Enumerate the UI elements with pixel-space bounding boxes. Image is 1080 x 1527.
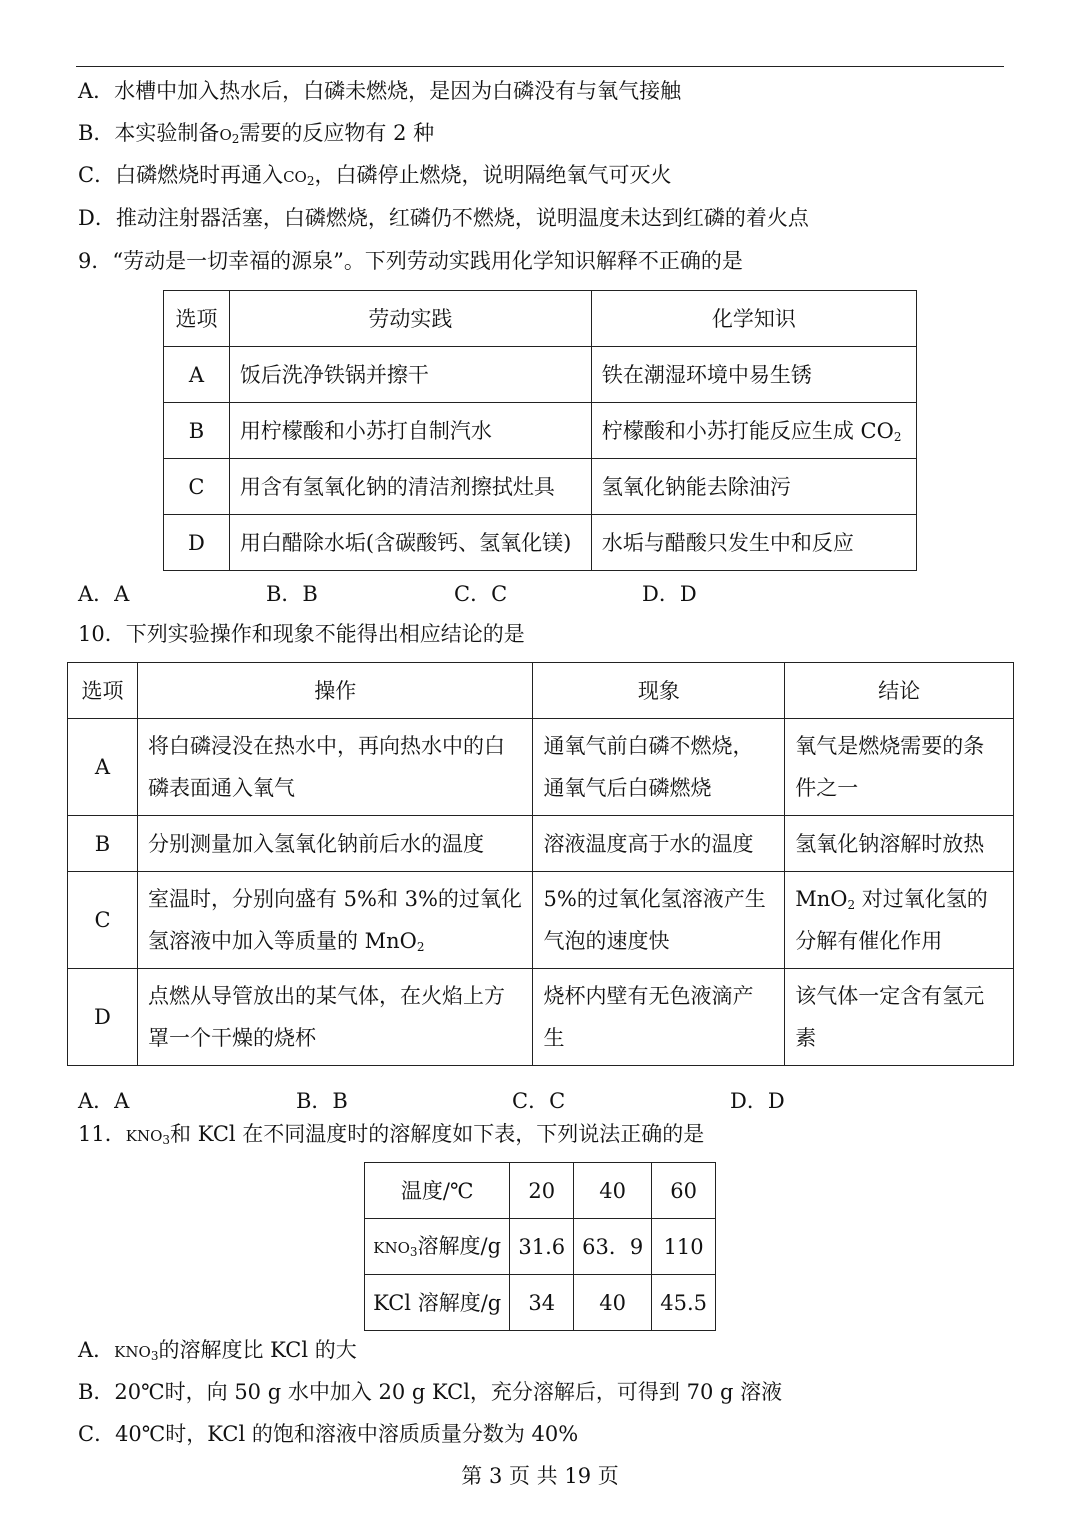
table-row: C 室温时，分别向盛有 5%和 3%的过氧化氢溶液中加入等质量的 MnO$_2$ 5%的过氧化氢溶液产生气泡的速度快 MnO$_2$ 对过氧化氢的分解有催化作用 bbox=[68, 872, 1014, 969]
q8-option-b: B．本实验制备$O_2$需要的反应物有 2 种 bbox=[78, 121, 435, 146]
q10-choice-a: A．A bbox=[78, 1089, 130, 1113]
table-row: D 用白醋除水垢(含碳酸钙、氢氧化镁) 水垢与醋酸只发生中和反应 bbox=[164, 515, 917, 571]
table-row: B 用柠檬酸和小苏打自制汽水 柠檬酸和小苏打能反应生成 $CO_2$ bbox=[164, 403, 917, 459]
q9-header-knowledge: 化学知识 bbox=[591, 291, 916, 347]
q8-option-a: A．水槽中加入热水后，白磷未燃烧，是因为白磷没有与氧气接触 bbox=[78, 79, 682, 103]
q11-option-b: B．20℃时，向 50 g 水中加入 20 g KCl，充分溶解后，可得到 70 g 溶液 bbox=[78, 1380, 783, 1404]
q10-header-option: 选项 bbox=[68, 663, 138, 719]
q11-stem: 11．$KNO_3$和 KCl 在不同温度时的溶解度如下表，下列说法正确的是 bbox=[78, 1122, 705, 1147]
q9-choice-d: D．D bbox=[642, 582, 697, 606]
q11-table: 温度/℃ 20 40 60 $KNO_3$溶解度/g 31.6 63．9 110 KCl 溶解度/g 34 40 45.5 bbox=[364, 1162, 716, 1331]
q10-choice-b: B．B bbox=[296, 1089, 348, 1113]
q10-choice-c: C．C bbox=[512, 1089, 566, 1113]
q11-option-c: C．40℃时，KCl 的饱和溶液中溶质质量分数为 40% bbox=[78, 1422, 579, 1446]
q11-option-a: A．$KNO_3$的溶解度比 KCl 的大 bbox=[78, 1338, 357, 1363]
q9-header-option: 选项 bbox=[164, 291, 230, 347]
q8-option-d: D．推动注射器活塞，白磷燃烧，红磷仍不燃烧，说明温度未达到红磷的着火点 bbox=[78, 206, 809, 230]
table-row: D 点燃从导管放出的某气体，在火焰上方罩一个干燥的烧杯 烧杯内壁有无色液滴产生 该气体一定含有氢元素 bbox=[68, 969, 1014, 1066]
q9-choice-a: A．A bbox=[78, 582, 130, 606]
q10-header-phenomenon: 现象 bbox=[533, 663, 785, 719]
table-row: KCl 溶解度/g 34 40 45.5 bbox=[365, 1275, 716, 1331]
q11-header-temp: 温度/℃ bbox=[365, 1163, 510, 1219]
q9-stem: 9．“劳动是一切幸福的源泉”。下列劳动实践用化学知识解释不正确的是 bbox=[78, 249, 743, 273]
q10-choice-d: D．D bbox=[730, 1089, 785, 1113]
q10-stem: 10．下列实验操作和现象不能得出相应结论的是 bbox=[78, 622, 525, 646]
header-rule bbox=[76, 66, 1004, 67]
table-row: B 分别测量加入氢氧化钠前后水的温度 溶液温度高于水的温度 氢氧化钠溶解时放热 bbox=[68, 816, 1014, 872]
table-row: C 用含有氢氧化钠的清洁剂擦拭灶具 氢氧化钠能去除油污 bbox=[164, 459, 917, 515]
q10-header-operation: 操作 bbox=[137, 663, 533, 719]
q10-table bbox=[67, 662, 1014, 1066]
q10-header-conclusion: 结论 bbox=[785, 663, 1014, 719]
q8-option-c: C．白磷燃烧时再通入$CO_2$，白磷停止燃烧，说明隔绝氧气可灭火 bbox=[78, 163, 672, 188]
table-row: A 将白磷浸没在热水中，再向热水中的白磷表面通入氧气 通氧气前白磷不燃烧，通氧气后白磷燃烧 氧气是燃烧需要的条件之一 bbox=[68, 719, 1014, 816]
page-footer: 第 3 页 共 19 页 bbox=[461, 1464, 619, 1488]
q9-header-practice: 劳动实践 bbox=[229, 291, 591, 347]
q9-choice-c: C．C bbox=[454, 582, 508, 606]
q9-table bbox=[163, 290, 917, 571]
table-row: A 饭后洗净铁锅并擦干 铁在潮湿环境中易生锈 bbox=[164, 347, 917, 403]
table-row: $KNO_3$溶解度/g 31.6 63．9 110 bbox=[365, 1219, 716, 1275]
q9-choice-b: B．B bbox=[266, 582, 318, 606]
